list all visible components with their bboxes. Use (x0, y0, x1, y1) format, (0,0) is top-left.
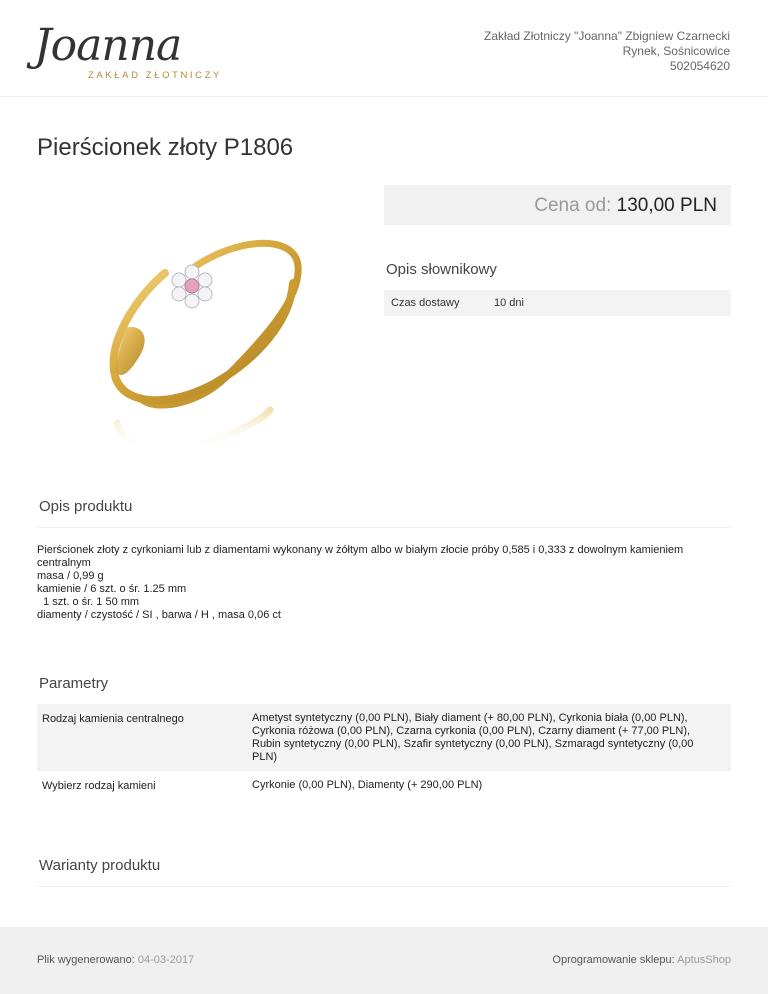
description-line: 1 szt. o śr. 1 50 mm (37, 596, 140, 608)
parameter-value: Cyrkonie (0,00 PLN), Diamenty (+ 290,00 PLN) (252, 779, 483, 791)
logo-script-text: Joanna (34, 20, 182, 71)
stone-flower (172, 265, 212, 308)
generated-date: 04-03-2017 (137, 954, 195, 966)
logo-subtitle: ZAKŁAD ZŁOTNICZY (88, 70, 222, 81)
product-title: Pierścionek złoty P1806 (37, 134, 294, 161)
product-description (37, 544, 731, 622)
description-line: kamienie / 6 szt. o śr. 1.25 mm (37, 583, 187, 595)
parameter-key: Wybierz rodzaj kamieni (42, 780, 156, 792)
software-info (552, 954, 731, 966)
description-line: Pierścionek złoty z cyrkoniami lub z diamentami wykonany w żółtym albo w białym złocie próby 0,585 i 0,333 z dowolnym kamieniem centralnym (37, 544, 684, 569)
company-name: Zakład Złotniczy "Joanna" Zbigniew Czarnecki (484, 29, 730, 43)
company-phone: 502054620 (669, 59, 730, 73)
parameter-value: Ametyst syntetyczny (0,00 PLN), Biały diament (+ 80,00 PLN), Cyrkonia biała (0,00 PLN), Cyrkonia różowa (0,00 PLN), Czarna cyrkonia (0,00 PLN), Czarny diament (+ 77,00 PLN), Rubin syntetyczny (0,00 PLN), Szafir syntetyczny (0,00 PLN), Szmaragd syntetyczny (0,00 PLN) (252, 712, 694, 763)
software-label: Oprogramowanie sklepu: (552, 954, 675, 966)
parameters-title: Parametry (39, 675, 109, 692)
parameters-table (37, 704, 731, 799)
joanna-logo (34, 20, 224, 86)
price-value: 130,00 PLN (616, 195, 717, 216)
description-divider (37, 527, 731, 528)
dictionary-title: Opis słownikowy (386, 261, 497, 278)
table-row (37, 704, 731, 771)
variants-title: Warianty produktu (39, 857, 161, 874)
dictionary-row (384, 290, 731, 316)
dictionary-key: Czas dostawy (391, 297, 460, 309)
parameter-key: Rodzaj kamienia centralnego (42, 713, 184, 725)
generated-label: Plik wygenerowano: (37, 954, 135, 966)
description-title: Opis produktu (39, 498, 133, 515)
company-address: Rynek, Sośnicowice (622, 44, 730, 58)
price-label: Cena od: (534, 195, 612, 216)
software-link[interactable]: AptusShop (677, 954, 731, 966)
description-line: diamenty / czystość / SI , barwa / H , masa 0,06 ct (37, 609, 281, 621)
generated-info (37, 954, 194, 966)
product-ring-image (95, 228, 315, 478)
description-line: masa / 0,99 g (37, 570, 104, 582)
dictionary-value: 10 dni (494, 297, 524, 309)
company-info (484, 29, 730, 74)
price-box (384, 185, 731, 225)
page-header (0, 0, 768, 97)
table-row (37, 771, 731, 799)
page-footer (0, 927, 768, 994)
variants-divider (37, 886, 731, 887)
